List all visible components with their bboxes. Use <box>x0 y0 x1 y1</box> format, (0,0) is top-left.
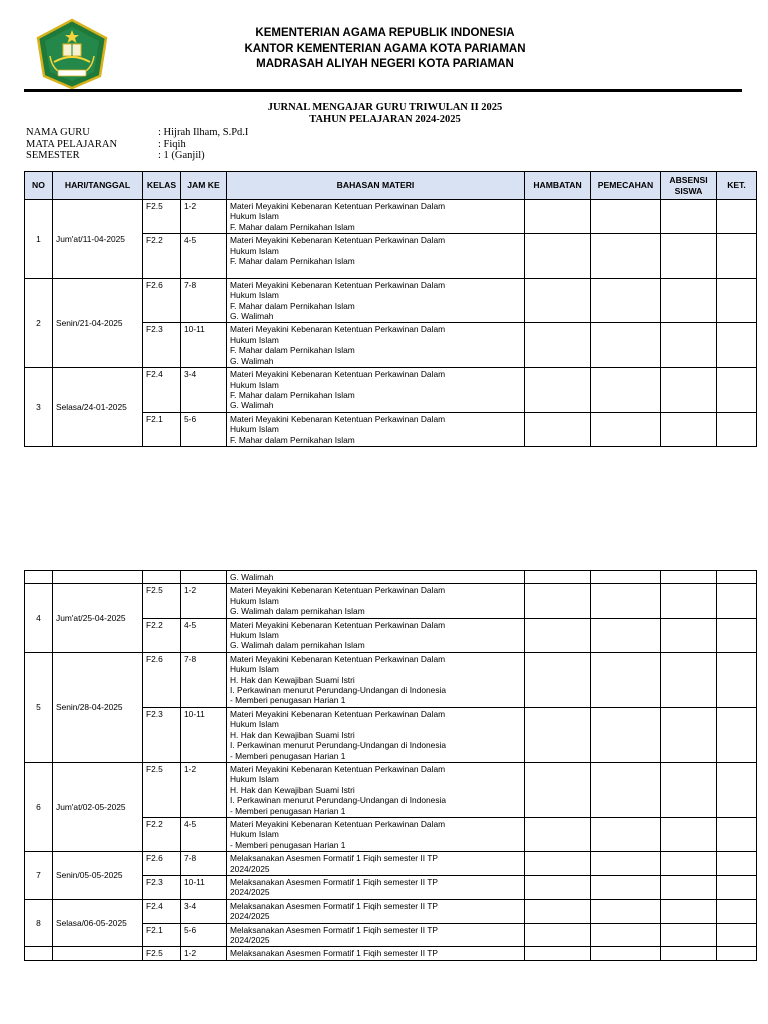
info-label: MATA PELAJARAN <box>26 138 118 150</box>
table-row <box>25 200 757 234</box>
material-line: G. Walimah dalam pernikahan Islam <box>230 606 365 617</box>
col-header-obstacle: HAMBATAN <box>525 172 591 200</box>
cell-class: F2.5 <box>143 762 181 817</box>
cell-attendance <box>661 618 717 652</box>
col-header-notes: KET. <box>717 172 757 200</box>
material-line: F. Mahar dalam Pernikahan Islam <box>230 389 355 400</box>
cell-obstacle <box>525 852 591 876</box>
col-header-material: BAHASAN MATERI <box>227 172 525 200</box>
cell-notes <box>717 762 757 817</box>
cell-period: 5-6 <box>181 923 227 947</box>
table-row <box>25 278 757 323</box>
kop-line-school: MADRASAH ALIYAH NEGERI KOTA PARIAMAN <box>256 58 514 70</box>
cell-date: Senin/05-05-2025 <box>53 852 143 900</box>
cell-no: 7 <box>25 852 53 900</box>
info-value: : 1 (Ganjil) <box>158 150 205 161</box>
cell-class: F2.2 <box>143 817 181 851</box>
cell-solution <box>591 817 661 851</box>
material-line: Hukum Islam <box>230 424 279 435</box>
cell-material <box>227 923 525 947</box>
cell-class: F2.5 <box>143 947 181 960</box>
cell-solution <box>591 278 661 323</box>
material-line: Hukum Islam <box>230 290 279 301</box>
cell-notes <box>717 368 757 413</box>
cell-attendance <box>661 652 717 707</box>
material-line: Hukum Islam <box>230 379 279 390</box>
cell-notes <box>717 947 757 960</box>
table-row <box>25 947 757 960</box>
institution-name <box>190 26 580 73</box>
cell-solution <box>591 368 661 413</box>
cell-obstacle <box>525 200 591 234</box>
journal-title-line2: TAHUN PELAJARAN 2024-2025 <box>309 114 461 125</box>
info-label: SEMESTER <box>26 150 80 161</box>
material-line: - Memberi penugasan Harian 1 <box>230 695 346 706</box>
cell-class: F2.3 <box>143 323 181 368</box>
material-line: Materi Meyakini Kebenaran Ketentuan Perkawinan Dalam <box>230 585 446 596</box>
info-value: : Fiqih <box>158 138 186 150</box>
cell-period: 4-5 <box>181 234 227 279</box>
cell-notes <box>717 923 757 947</box>
material-line: Melaksanakan Asesmen Formatif 1 Fiqih semester II TP <box>230 948 438 959</box>
material-line: Materi Meyakini Kebenaran Ketentuan Perkawinan Dalam <box>230 708 446 719</box>
cell-solution <box>591 200 661 234</box>
cell-solution <box>591 762 661 817</box>
cell-period: 7-8 <box>181 852 227 876</box>
material-line: Materi Meyakini Kebenaran Ketentuan Perkawinan Dalam <box>230 201 446 211</box>
cell-period: 7-8 <box>181 278 227 323</box>
info-value: : Hijrah Ilham, S.Pd.I <box>158 127 249 138</box>
cell-attendance <box>661 707 717 762</box>
cell-date: Senin/28-04-2025 <box>53 652 143 762</box>
cell-obstacle <box>525 899 591 923</box>
cell-solution <box>591 412 661 446</box>
cell-attendance <box>661 234 717 279</box>
cell-material <box>227 412 525 446</box>
cell-obstacle <box>525 234 591 279</box>
teaching-journal-table-page-2 <box>24 570 757 961</box>
cell-notes <box>717 852 757 876</box>
cell-obstacle <box>525 652 591 707</box>
cell-attendance <box>661 412 717 446</box>
cell-class: F2.5 <box>143 200 181 234</box>
cell-no: 3 <box>25 368 53 447</box>
material-line: Materi Meyakini Kebenaran Ketentuan Perkawinan Dalam <box>230 235 446 246</box>
table-row <box>25 762 757 817</box>
material-line: Melaksanakan Asesmen Formatif 1 Fiqih semester II TP <box>230 853 438 864</box>
material-line: H. Hak dan Kewajiban Suami Istri <box>230 674 355 685</box>
material-line: Melaksanakan Asesmen Formatif 1 Fiqih semester II TP <box>230 876 438 887</box>
cell-material <box>227 817 525 851</box>
cell-obstacle <box>525 584 591 618</box>
cell-solution <box>591 947 661 960</box>
material-line: Materi Meyakini Kebenaran Ketentuan Perkawinan Dalam <box>230 413 446 424</box>
col-header-period: JAM KE <box>181 172 227 200</box>
cell-material <box>227 584 525 618</box>
cell-class: F2.3 <box>143 707 181 762</box>
material-line: 2024/2025 <box>230 935 270 945</box>
cell-no: 4 <box>25 584 53 652</box>
cell-material <box>227 852 525 876</box>
cell-material <box>227 278 525 323</box>
cell-attendance <box>661 278 717 323</box>
cell-obstacle <box>525 323 591 368</box>
info-label: NAMA GURU <box>26 127 90 138</box>
col-header-date: HARI/TANGGAL <box>53 172 143 200</box>
cell-notes <box>717 707 757 762</box>
material-line: Materi Meyakini Kebenaran Ketentuan Perkawinan Dalam <box>230 369 446 380</box>
table-body <box>25 200 757 447</box>
cell-notes <box>717 412 757 446</box>
col-header-attendance-line1: ABSENSI <box>669 174 708 185</box>
material-line: G. Walimah <box>230 355 274 366</box>
col-header-solution: PEMECAHAN <box>591 172 661 200</box>
cell-notes <box>717 899 757 923</box>
material-line: Materi Meyakini Kebenaran Ketentuan Perkawinan Dalam <box>230 653 446 664</box>
cell-attendance <box>661 200 717 234</box>
cell-period: 1-2 <box>181 947 227 960</box>
material-line: Melaksanakan Asesmen Formatif 1 Fiqih semester II TP <box>230 900 438 911</box>
cell-notes <box>717 234 757 279</box>
cell-period: 1-2 <box>181 200 227 234</box>
cell-no: 1 <box>25 200 53 279</box>
journal-title-line1: JURNAL MENGAJAR GURU TRIWULAN II 2025 <box>267 102 503 113</box>
cell-solution <box>591 618 661 652</box>
cell-class: F2.6 <box>143 652 181 707</box>
col-header-no: NO <box>25 172 53 200</box>
material-line: 2024/2025 <box>230 887 270 898</box>
table-row <box>25 899 757 923</box>
cell-class: F2.6 <box>143 278 181 323</box>
cell-material <box>227 875 525 899</box>
material-line: Melaksanakan Asesmen Formatif 1 Fiqih semester II TP <box>230 924 438 935</box>
cell-notes <box>717 817 757 851</box>
cell-solution <box>591 323 661 368</box>
cell-obstacle <box>525 817 591 851</box>
cell-solution <box>591 584 661 618</box>
table-body <box>25 571 757 961</box>
cell-period: 1-2 <box>181 762 227 817</box>
letterhead <box>0 0 768 96</box>
cell-date: Jum'at/02-05-2025 <box>53 762 143 851</box>
cell-period: 3-4 <box>181 368 227 413</box>
material-line: - Memberi penugasan Harian 1 <box>230 805 346 816</box>
cell-obstacle <box>525 762 591 817</box>
teaching-journal-table-page-1 <box>24 171 757 447</box>
cell-notes <box>717 571 757 584</box>
col-header-attendance <box>661 172 717 200</box>
kemenag-logo-icon <box>34 18 110 90</box>
material-line: Materi Meyakini Kebenaran Ketentuan Perkawinan Dalam <box>230 324 446 335</box>
material-line: I. Perkawinan menurut Perundang-Undangan di Indonesia <box>230 795 447 806</box>
kop-line-ministry: KEMENTERIAN AGAMA REPUBLIK INDONESIA <box>255 27 515 39</box>
cell-period: 10-11 <box>181 707 227 762</box>
material-line: - Memberi penugasan Harian 1 <box>230 839 346 850</box>
material-line: 2024/2025 <box>230 911 270 922</box>
cell-attendance <box>661 571 717 584</box>
cell-date: Jum'at/11-04-2025 <box>53 200 143 279</box>
cell-period: 3-4 <box>181 899 227 923</box>
cell-period <box>181 571 227 584</box>
material-line: F. Mahar dalam Pernikahan Islam <box>230 345 355 356</box>
cell-period: 5-6 <box>181 412 227 446</box>
cell-obstacle <box>525 923 591 947</box>
col-header-attendance-line2: SISWA <box>674 185 703 196</box>
cell-notes <box>717 200 757 234</box>
cell-no: 5 <box>25 652 53 762</box>
cell-obstacle <box>525 278 591 323</box>
cell-solution <box>591 875 661 899</box>
cell-attendance <box>661 762 717 817</box>
cell-no <box>25 571 53 584</box>
cell-notes <box>717 278 757 323</box>
material-line: F. Mahar dalam Pernikahan Islam <box>230 434 355 445</box>
cell-class: F2.2 <box>143 234 181 279</box>
cell-class: F2.1 <box>143 923 181 947</box>
cell-material <box>227 200 525 234</box>
cell-period: 10-11 <box>181 875 227 899</box>
cell-material <box>227 947 525 960</box>
material-line: Materi Meyakini Kebenaran Ketentuan Perkawinan Dalam <box>230 763 446 774</box>
cell-solution <box>591 571 661 584</box>
cell-material <box>227 323 525 368</box>
cell-solution <box>591 652 661 707</box>
cell-obstacle <box>525 618 591 652</box>
cell-period: 1-2 <box>181 584 227 618</box>
cell-date: Selasa/24-01-2025 <box>53 368 143 447</box>
cell-obstacle <box>525 412 591 446</box>
cell-obstacle <box>525 875 591 899</box>
material-line: 2024/2025 <box>230 863 270 874</box>
cell-no: 2 <box>25 278 53 367</box>
material-line: F. Mahar dalam Pernikahan Islam <box>230 256 355 267</box>
cell-obstacle <box>525 707 591 762</box>
material-line: Materi Meyakini Kebenaran Ketentuan Perkawinan Dalam <box>230 279 446 290</box>
cell-class: F2.4 <box>143 368 181 413</box>
table-row <box>25 368 757 413</box>
col-header-class: KELAS <box>143 172 181 200</box>
material-line: Hukum Islam <box>230 774 279 785</box>
material-line: Hukum Islam <box>230 211 279 222</box>
cell-solution <box>591 852 661 876</box>
material-line: Hukum Islam <box>230 334 279 345</box>
cell-attendance <box>661 899 717 923</box>
cell-period: 4-5 <box>181 618 227 652</box>
table-row <box>25 571 757 584</box>
cell-solution <box>591 923 661 947</box>
kop-line-office: KANTOR KEMENTERIAN AGAMA KOTA PARIAMAN <box>244 42 526 55</box>
cell-class: F2.1 <box>143 412 181 446</box>
cell-solution <box>591 899 661 923</box>
table-row <box>25 584 757 618</box>
journal-title <box>200 102 570 126</box>
cell-class: F2.5 <box>143 584 181 618</box>
cell-material <box>227 368 525 413</box>
cell-notes <box>717 618 757 652</box>
cell-solution <box>591 707 661 762</box>
material-line: G. Walimah <box>230 311 274 322</box>
cell-class <box>143 571 181 584</box>
letterhead-divider <box>24 89 742 92</box>
material-line: G. Walimah <box>230 400 274 411</box>
cell-solution <box>591 234 661 279</box>
material-line <box>230 266 521 276</box>
material-line: I. Perkawinan menurut Perundang-Undangan di Indonesia <box>230 740 447 751</box>
cell-obstacle <box>525 571 591 584</box>
cell-obstacle <box>525 368 591 413</box>
material-line: F. Mahar dalam Pernikahan Islam <box>230 300 355 311</box>
material-line: I. Perkawinan menurut Perundang-Undangan di Indonesia <box>230 685 447 696</box>
cell-material <box>227 571 525 584</box>
material-line: Hukum Islam <box>230 630 279 641</box>
cell-period: 4-5 <box>181 817 227 851</box>
cell-period: 10-11 <box>181 323 227 368</box>
material-line: Hukum Islam <box>230 664 279 675</box>
cell-material <box>227 707 525 762</box>
cell-class: F2.3 <box>143 875 181 899</box>
cell-notes <box>717 323 757 368</box>
cell-date: Selasa/06-05-2025 <box>53 899 143 947</box>
material-line: F. Mahar dalam Pernikahan Islam <box>230 221 355 232</box>
table-row <box>25 652 757 707</box>
material-line: H. Hak dan Kewajiban Suami Istri <box>230 729 355 740</box>
cell-notes <box>717 875 757 899</box>
cell-attendance <box>661 584 717 618</box>
cell-attendance <box>661 323 717 368</box>
cell-date <box>53 571 143 584</box>
cell-class: F2.2 <box>143 618 181 652</box>
cell-class: F2.4 <box>143 899 181 923</box>
cell-obstacle <box>525 947 591 960</box>
cell-date <box>53 947 143 960</box>
material-line: Hukum Islam <box>230 595 279 606</box>
cell-material <box>227 618 525 652</box>
table-row <box>25 852 757 876</box>
cell-attendance <box>661 817 717 851</box>
cell-attendance <box>661 875 717 899</box>
material-line: G. Walimah <box>230 572 274 582</box>
cell-attendance <box>661 947 717 960</box>
material-line: Hukum Islam <box>230 829 279 840</box>
cell-no: 8 <box>25 899 53 947</box>
material-line: Materi Meyakini Kebenaran Ketentuan Perkawinan Dalam <box>230 818 446 829</box>
cell-material <box>227 899 525 923</box>
cell-attendance <box>661 368 717 413</box>
cell-no: 6 <box>25 762 53 851</box>
cell-period: 7-8 <box>181 652 227 707</box>
cell-attendance <box>661 923 717 947</box>
cell-notes <box>717 652 757 707</box>
cell-material <box>227 652 525 707</box>
material-line: Hukum Islam <box>230 245 279 256</box>
material-line: Materi Meyakini Kebenaran Ketentuan Perkawinan Dalam <box>230 619 446 630</box>
material-line: G. Walimah dalam pernikahan Islam <box>230 640 365 651</box>
cell-date: Jum'at/25-04-2025 <box>53 584 143 652</box>
cell-date: Senin/21-04-2025 <box>53 278 143 367</box>
material-line: Hukum Islam <box>230 719 279 730</box>
cell-material <box>227 234 525 279</box>
material-line: H. Hak dan Kewajiban Suami Istri <box>230 784 355 795</box>
header-row <box>25 172 757 200</box>
cell-notes <box>717 584 757 618</box>
cell-no <box>25 947 53 960</box>
cell-class: F2.6 <box>143 852 181 876</box>
cell-material <box>227 762 525 817</box>
cell-attendance <box>661 852 717 876</box>
material-line: - Memberi penugasan Harian 1 <box>230 750 346 761</box>
